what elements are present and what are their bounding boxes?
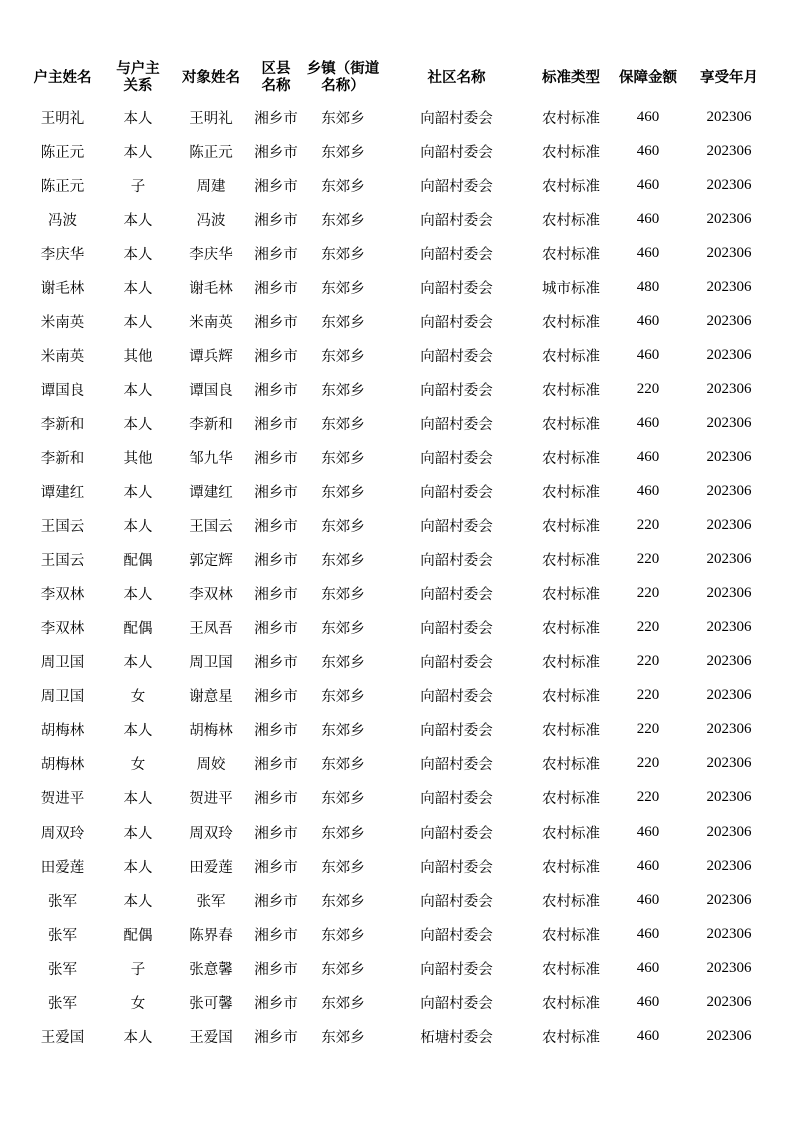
cell-recipient-name: 谢意星 xyxy=(189,689,233,706)
cell-benefit-amount: 460 xyxy=(636,244,660,261)
cell-relationship: 本人 xyxy=(123,519,153,536)
cell-recipient-name: 周双玲 xyxy=(189,825,233,842)
cell-county-name: 湘乡市 xyxy=(254,416,298,433)
table-row xyxy=(22,917,774,951)
cell-relationship: 本人 xyxy=(123,893,153,910)
cell-benefit-amount: 480 xyxy=(636,278,660,295)
cell-benefit-amount: 460 xyxy=(636,210,660,227)
cell-township-name: 东郊乡 xyxy=(321,655,365,672)
table-row xyxy=(22,304,774,338)
table-row xyxy=(22,509,774,543)
cell-community-name: 向韶村委会 xyxy=(420,519,493,536)
cell-county-name: 湘乡市 xyxy=(254,927,298,944)
cell-benefit-amount: 460 xyxy=(636,448,660,465)
cell-benefit-month: 202306 xyxy=(706,244,752,261)
header-benefit-month: 享受年月 xyxy=(700,69,758,86)
cell-standard-type: 农村标准 xyxy=(542,893,600,910)
cell-standard-type: 农村标准 xyxy=(542,757,600,774)
cell-township-name: 东郊乡 xyxy=(321,791,365,808)
cell-relationship: 本人 xyxy=(123,144,153,161)
cell-benefit-month: 202306 xyxy=(706,483,752,500)
cell-householder-name: 陈正元 xyxy=(40,144,85,161)
header-county-name: 区县 名称 xyxy=(261,61,291,94)
cell-township-name: 东郊乡 xyxy=(321,757,365,774)
cell-relationship: 本人 xyxy=(123,382,153,399)
header-benefit-amount: 保障金额 xyxy=(619,69,677,86)
cell-standard-type: 农村标准 xyxy=(542,791,600,808)
cell-benefit-amount: 460 xyxy=(636,891,660,908)
cell-relationship: 本人 xyxy=(123,110,153,127)
cell-township-name: 东郊乡 xyxy=(321,859,365,876)
table-row xyxy=(22,372,774,406)
table-row xyxy=(22,270,774,304)
cell-standard-type: 农村标准 xyxy=(542,485,600,502)
cell-community-name: 向韶村委会 xyxy=(420,382,493,399)
cell-relationship: 本人 xyxy=(123,212,153,229)
cell-community-name: 向韶村委会 xyxy=(420,485,493,502)
cell-householder-name: 张军 xyxy=(48,893,77,910)
cell-county-name: 湘乡市 xyxy=(254,110,298,127)
cell-township-name: 东郊乡 xyxy=(321,893,365,910)
table-row xyxy=(22,543,774,577)
cell-benefit-amount: 460 xyxy=(636,483,660,500)
cell-county-name: 湘乡市 xyxy=(254,553,298,570)
cell-county-name: 湘乡市 xyxy=(254,655,298,672)
cell-relationship: 配偶 xyxy=(123,621,153,638)
cell-recipient-name: 冯波 xyxy=(196,212,226,229)
cell-community-name: 向韶村委会 xyxy=(420,757,493,774)
cell-benefit-month: 202306 xyxy=(706,721,752,738)
cell-relationship: 女 xyxy=(130,995,146,1012)
table-row xyxy=(22,236,774,270)
cell-township-name: 东郊乡 xyxy=(321,348,365,365)
cell-benefit-month: 202306 xyxy=(706,517,752,534)
cell-standard-type: 农村标准 xyxy=(542,859,600,876)
table-row xyxy=(22,406,774,440)
cell-benefit-amount: 220 xyxy=(636,721,660,738)
cell-county-name: 湘乡市 xyxy=(254,723,298,740)
cell-recipient-name: 张军 xyxy=(196,893,226,910)
table-row xyxy=(22,338,774,372)
cell-benefit-amount: 220 xyxy=(636,517,660,534)
cell-benefit-month: 202306 xyxy=(706,380,752,397)
cell-benefit-month: 202306 xyxy=(706,108,752,125)
cell-recipient-name: 米南英 xyxy=(189,314,233,331)
table-row xyxy=(22,645,774,679)
cell-benefit-amount: 220 xyxy=(636,653,660,670)
cell-community-name: 向韶村委会 xyxy=(420,927,493,944)
cell-benefit-amount: 220 xyxy=(636,789,660,806)
cell-benefit-amount: 460 xyxy=(636,142,660,159)
cell-benefit-amount: 460 xyxy=(636,823,660,840)
table-header-row xyxy=(22,56,774,100)
cell-householder-name: 王国云 xyxy=(40,553,85,570)
cell-recipient-name: 贺进平 xyxy=(189,791,233,808)
table-row xyxy=(22,475,774,509)
cell-standard-type: 农村标准 xyxy=(542,246,600,263)
cell-community-name: 向韶村委会 xyxy=(420,144,493,161)
table-row xyxy=(22,134,774,168)
cell-standard-type: 农村标准 xyxy=(542,961,600,978)
table-row xyxy=(22,985,774,1019)
cell-benefit-month: 202306 xyxy=(706,1027,752,1044)
cell-township-name: 东郊乡 xyxy=(321,485,365,502)
cell-county-name: 湘乡市 xyxy=(254,689,298,706)
cell-householder-name: 冯波 xyxy=(48,212,77,229)
cell-county-name: 湘乡市 xyxy=(254,348,298,365)
cell-community-name: 向韶村委会 xyxy=(420,893,493,910)
cell-county-name: 湘乡市 xyxy=(254,961,298,978)
cell-community-name: 向韶村委会 xyxy=(420,961,493,978)
cell-community-name: 向韶村委会 xyxy=(420,791,493,808)
cell-county-name: 湘乡市 xyxy=(254,382,298,399)
cell-householder-name: 李庆华 xyxy=(40,246,85,263)
cell-county-name: 湘乡市 xyxy=(254,995,298,1012)
header-standard-type: 标准类型 xyxy=(542,69,600,86)
cell-householder-name: 王爱国 xyxy=(40,1029,85,1046)
cell-benefit-month: 202306 xyxy=(706,619,752,636)
cell-county-name: 湘乡市 xyxy=(254,893,298,910)
cell-benefit-month: 202306 xyxy=(706,278,752,295)
cell-county-name: 湘乡市 xyxy=(254,280,298,297)
cell-community-name: 向韶村委会 xyxy=(420,416,493,433)
cell-householder-name: 王明礼 xyxy=(40,110,85,127)
table-row xyxy=(22,713,774,747)
table-row xyxy=(22,849,774,883)
cell-county-name: 湘乡市 xyxy=(254,825,298,842)
cell-standard-type: 农村标准 xyxy=(542,689,600,706)
header-recipient-name: 对象姓名 xyxy=(182,69,240,86)
cell-benefit-month: 202306 xyxy=(706,993,752,1010)
cell-relationship: 配偶 xyxy=(123,927,153,944)
cell-relationship: 子 xyxy=(130,961,146,978)
cell-householder-name: 贺进平 xyxy=(40,791,85,808)
cell-householder-name: 周卫国 xyxy=(40,655,85,672)
cell-householder-name: 米南英 xyxy=(40,314,85,331)
cell-benefit-amount: 460 xyxy=(636,176,660,193)
table-body xyxy=(22,100,774,1053)
cell-community-name: 向韶村委会 xyxy=(420,621,493,638)
cell-householder-name: 米南英 xyxy=(40,348,85,365)
cell-standard-type: 农村标准 xyxy=(542,927,600,944)
table-row xyxy=(22,747,774,781)
cell-recipient-name: 邹九华 xyxy=(189,450,233,467)
cell-benefit-month: 202306 xyxy=(706,789,752,806)
cell-householder-name: 陈正元 xyxy=(40,178,85,195)
cell-township-name: 东郊乡 xyxy=(321,1029,365,1046)
cell-householder-name: 李双林 xyxy=(40,621,85,638)
cell-township-name: 东郊乡 xyxy=(321,689,365,706)
cell-recipient-name: 李双林 xyxy=(189,587,233,604)
cell-recipient-name: 谭建红 xyxy=(189,485,233,502)
cell-community-name: 柘塘村委会 xyxy=(420,1029,493,1046)
cell-community-name: 向韶村委会 xyxy=(420,723,493,740)
cell-relationship: 女 xyxy=(130,757,146,774)
cell-township-name: 东郊乡 xyxy=(321,110,365,127)
cell-householder-name: 李新和 xyxy=(40,416,85,433)
cell-standard-type: 农村标准 xyxy=(542,348,600,365)
cell-benefit-month: 202306 xyxy=(706,142,752,159)
cell-recipient-name: 田爱莲 xyxy=(189,859,233,876)
cell-benefit-amount: 460 xyxy=(636,993,660,1010)
cell-householder-name: 谢毛林 xyxy=(40,280,85,297)
cell-relationship: 本人 xyxy=(123,723,153,740)
cell-standard-type: 农村标准 xyxy=(542,587,600,604)
cell-householder-name: 胡梅林 xyxy=(40,723,85,740)
cell-county-name: 湘乡市 xyxy=(254,859,298,876)
cell-community-name: 向韶村委会 xyxy=(420,348,493,365)
cell-standard-type: 农村标准 xyxy=(542,995,600,1012)
cell-householder-name: 周双玲 xyxy=(40,825,85,842)
cell-standard-type: 农村标准 xyxy=(542,314,600,331)
benefit-roster-table xyxy=(22,56,774,1053)
cell-county-name: 湘乡市 xyxy=(254,1029,298,1046)
cell-householder-name: 李新和 xyxy=(40,450,85,467)
cell-benefit-month: 202306 xyxy=(706,959,752,976)
cell-recipient-name: 周建 xyxy=(196,178,226,195)
cell-township-name: 东郊乡 xyxy=(321,280,365,297)
cell-community-name: 向韶村委会 xyxy=(420,859,493,876)
cell-township-name: 东郊乡 xyxy=(321,314,365,331)
cell-recipient-name: 李庆华 xyxy=(189,246,233,263)
cell-recipient-name: 王明礼 xyxy=(189,110,233,127)
cell-benefit-month: 202306 xyxy=(706,653,752,670)
cell-benefit-month: 202306 xyxy=(706,176,752,193)
cell-county-name: 湘乡市 xyxy=(254,212,298,229)
cell-benefit-amount: 460 xyxy=(636,1027,660,1044)
cell-county-name: 湘乡市 xyxy=(254,587,298,604)
cell-county-name: 湘乡市 xyxy=(254,485,298,502)
cell-standard-type: 农村标准 xyxy=(542,178,600,195)
cell-benefit-amount: 220 xyxy=(636,585,660,602)
cell-benefit-amount: 220 xyxy=(636,380,660,397)
cell-benefit-month: 202306 xyxy=(706,857,752,874)
cell-county-name: 湘乡市 xyxy=(254,757,298,774)
cell-county-name: 湘乡市 xyxy=(254,621,298,638)
cell-township-name: 东郊乡 xyxy=(321,587,365,604)
cell-relationship: 子 xyxy=(130,178,146,195)
cell-recipient-name: 张意馨 xyxy=(189,961,233,978)
cell-benefit-month: 202306 xyxy=(706,312,752,329)
cell-householder-name: 张军 xyxy=(48,961,77,978)
cell-standard-type: 农村标准 xyxy=(542,825,600,842)
cell-county-name: 湘乡市 xyxy=(254,791,298,808)
cell-householder-name: 胡梅林 xyxy=(40,757,85,774)
cell-benefit-month: 202306 xyxy=(706,891,752,908)
cell-benefit-month: 202306 xyxy=(706,210,752,227)
cell-recipient-name: 王凤吾 xyxy=(189,621,233,638)
cell-standard-type: 农村标准 xyxy=(542,110,600,127)
cell-benefit-amount: 460 xyxy=(636,925,660,942)
cell-benefit-amount: 460 xyxy=(636,346,660,363)
cell-township-name: 东郊乡 xyxy=(321,927,365,944)
table-row xyxy=(22,168,774,202)
table-row xyxy=(22,679,774,713)
cell-standard-type: 农村标准 xyxy=(542,655,600,672)
cell-benefit-month: 202306 xyxy=(706,823,752,840)
cell-benefit-month: 202306 xyxy=(706,755,752,772)
cell-relationship: 本人 xyxy=(123,825,153,842)
table-row xyxy=(22,440,774,474)
cell-benefit-month: 202306 xyxy=(706,551,752,568)
cell-benefit-month: 202306 xyxy=(706,448,752,465)
cell-township-name: 东郊乡 xyxy=(321,553,365,570)
table-row xyxy=(22,883,774,917)
cell-community-name: 向韶村委会 xyxy=(420,280,493,297)
cell-county-name: 湘乡市 xyxy=(254,450,298,467)
cell-standard-type: 城市标准 xyxy=(542,280,600,297)
cell-benefit-amount: 220 xyxy=(636,755,660,772)
cell-community-name: 向韶村委会 xyxy=(420,212,493,229)
cell-community-name: 向韶村委会 xyxy=(420,450,493,467)
header-township-name: 乡镇（街道 名称） xyxy=(306,61,380,94)
table-row xyxy=(22,611,774,645)
table-row xyxy=(22,100,774,134)
cell-township-name: 东郊乡 xyxy=(321,825,365,842)
cell-standard-type: 农村标准 xyxy=(542,416,600,433)
table-row xyxy=(22,781,774,815)
cell-community-name: 向韶村委会 xyxy=(420,178,493,195)
cell-township-name: 东郊乡 xyxy=(321,382,365,399)
cell-standard-type: 农村标准 xyxy=(542,144,600,161)
cell-recipient-name: 谭国良 xyxy=(189,382,233,399)
cell-township-name: 东郊乡 xyxy=(321,450,365,467)
cell-county-name: 湘乡市 xyxy=(254,144,298,161)
cell-township-name: 东郊乡 xyxy=(321,144,365,161)
cell-community-name: 向韶村委会 xyxy=(420,655,493,672)
cell-community-name: 向韶村委会 xyxy=(420,995,493,1012)
table-row xyxy=(22,202,774,236)
cell-relationship: 本人 xyxy=(123,1029,153,1046)
cell-relationship: 本人 xyxy=(123,314,153,331)
header-community-name: 社区名称 xyxy=(427,69,486,86)
cell-community-name: 向韶村委会 xyxy=(420,553,493,570)
cell-community-name: 向韶村委会 xyxy=(420,825,493,842)
cell-recipient-name: 周卫国 xyxy=(189,655,233,672)
cell-relationship: 其他 xyxy=(123,348,153,365)
cell-township-name: 东郊乡 xyxy=(321,621,365,638)
cell-relationship: 本人 xyxy=(123,655,153,672)
cell-standard-type: 农村标准 xyxy=(542,1029,600,1046)
table-row xyxy=(22,577,774,611)
cell-relationship: 本人 xyxy=(123,416,153,433)
cell-recipient-name: 王爱国 xyxy=(189,1029,233,1046)
table-row xyxy=(22,951,774,985)
cell-relationship: 本人 xyxy=(123,791,153,808)
cell-community-name: 向韶村委会 xyxy=(420,246,493,263)
cell-county-name: 湘乡市 xyxy=(254,178,298,195)
cell-recipient-name: 王国云 xyxy=(189,519,233,536)
cell-benefit-amount: 460 xyxy=(636,959,660,976)
table-row xyxy=(22,1019,774,1053)
cell-community-name: 向韶村委会 xyxy=(420,689,493,706)
cell-householder-name: 谭国良 xyxy=(40,382,85,399)
cell-householder-name: 谭建红 xyxy=(40,485,85,502)
cell-relationship: 女 xyxy=(130,689,146,706)
cell-benefit-month: 202306 xyxy=(706,687,752,704)
cell-standard-type: 农村标准 xyxy=(542,450,600,467)
cell-county-name: 湘乡市 xyxy=(254,519,298,536)
header-relationship: 与户主 关系 xyxy=(116,61,160,94)
cell-standard-type: 农村标准 xyxy=(542,621,600,638)
cell-householder-name: 王国云 xyxy=(40,519,85,536)
cell-township-name: 东郊乡 xyxy=(321,178,365,195)
cell-county-name: 湘乡市 xyxy=(254,314,298,331)
cell-township-name: 东郊乡 xyxy=(321,246,365,263)
cell-recipient-name: 陈界春 xyxy=(189,927,233,944)
cell-relationship: 本人 xyxy=(123,485,153,502)
header-householder-name: 户主姓名 xyxy=(33,69,92,86)
cell-benefit-amount: 220 xyxy=(636,687,660,704)
cell-recipient-name: 郭定辉 xyxy=(189,553,233,570)
cell-householder-name: 周卫国 xyxy=(40,689,85,706)
cell-benefit-month: 202306 xyxy=(706,585,752,602)
cell-township-name: 东郊乡 xyxy=(321,995,365,1012)
cell-benefit-amount: 220 xyxy=(636,551,660,568)
cell-benefit-amount: 460 xyxy=(636,414,660,431)
cell-township-name: 东郊乡 xyxy=(321,723,365,740)
cell-community-name: 向韶村委会 xyxy=(420,314,493,331)
cell-benefit-amount: 460 xyxy=(636,312,660,329)
cell-relationship: 本人 xyxy=(123,587,153,604)
cell-standard-type: 农村标准 xyxy=(542,212,600,229)
cell-township-name: 东郊乡 xyxy=(321,961,365,978)
cell-relationship: 配偶 xyxy=(123,553,153,570)
cell-householder-name: 张军 xyxy=(48,927,77,944)
cell-recipient-name: 周姣 xyxy=(196,757,226,774)
cell-benefit-month: 202306 xyxy=(706,414,752,431)
cell-recipient-name: 胡梅林 xyxy=(189,723,233,740)
cell-community-name: 向韶村委会 xyxy=(420,587,493,604)
cell-township-name: 东郊乡 xyxy=(321,416,365,433)
cell-benefit-amount: 460 xyxy=(636,857,660,874)
cell-recipient-name: 谭兵辉 xyxy=(189,348,233,365)
cell-benefit-month: 202306 xyxy=(706,346,752,363)
cell-recipient-name: 李新和 xyxy=(189,416,233,433)
cell-recipient-name: 张可馨 xyxy=(189,995,233,1012)
cell-recipient-name: 谢毛林 xyxy=(189,280,233,297)
cell-community-name: 向韶村委会 xyxy=(420,110,493,127)
cell-householder-name: 田爱莲 xyxy=(40,859,85,876)
cell-county-name: 湘乡市 xyxy=(254,246,298,263)
cell-relationship: 其他 xyxy=(123,450,153,467)
cell-standard-type: 农村标准 xyxy=(542,553,600,570)
cell-householder-name: 李双林 xyxy=(40,587,85,604)
cell-township-name: 东郊乡 xyxy=(321,212,365,229)
cell-householder-name: 张军 xyxy=(48,995,77,1012)
cell-township-name: 东郊乡 xyxy=(321,519,365,536)
cell-standard-type: 农村标准 xyxy=(542,723,600,740)
cell-standard-type: 农村标准 xyxy=(542,382,600,399)
cell-standard-type: 农村标准 xyxy=(542,519,600,536)
cell-relationship: 本人 xyxy=(123,280,153,297)
cell-benefit-month: 202306 xyxy=(706,925,752,942)
cell-relationship: 本人 xyxy=(123,859,153,876)
table-row xyxy=(22,815,774,849)
cell-relationship: 本人 xyxy=(123,246,153,263)
cell-recipient-name: 陈正元 xyxy=(189,144,233,161)
cell-benefit-amount: 220 xyxy=(636,619,660,636)
cell-benefit-amount: 460 xyxy=(636,108,660,125)
